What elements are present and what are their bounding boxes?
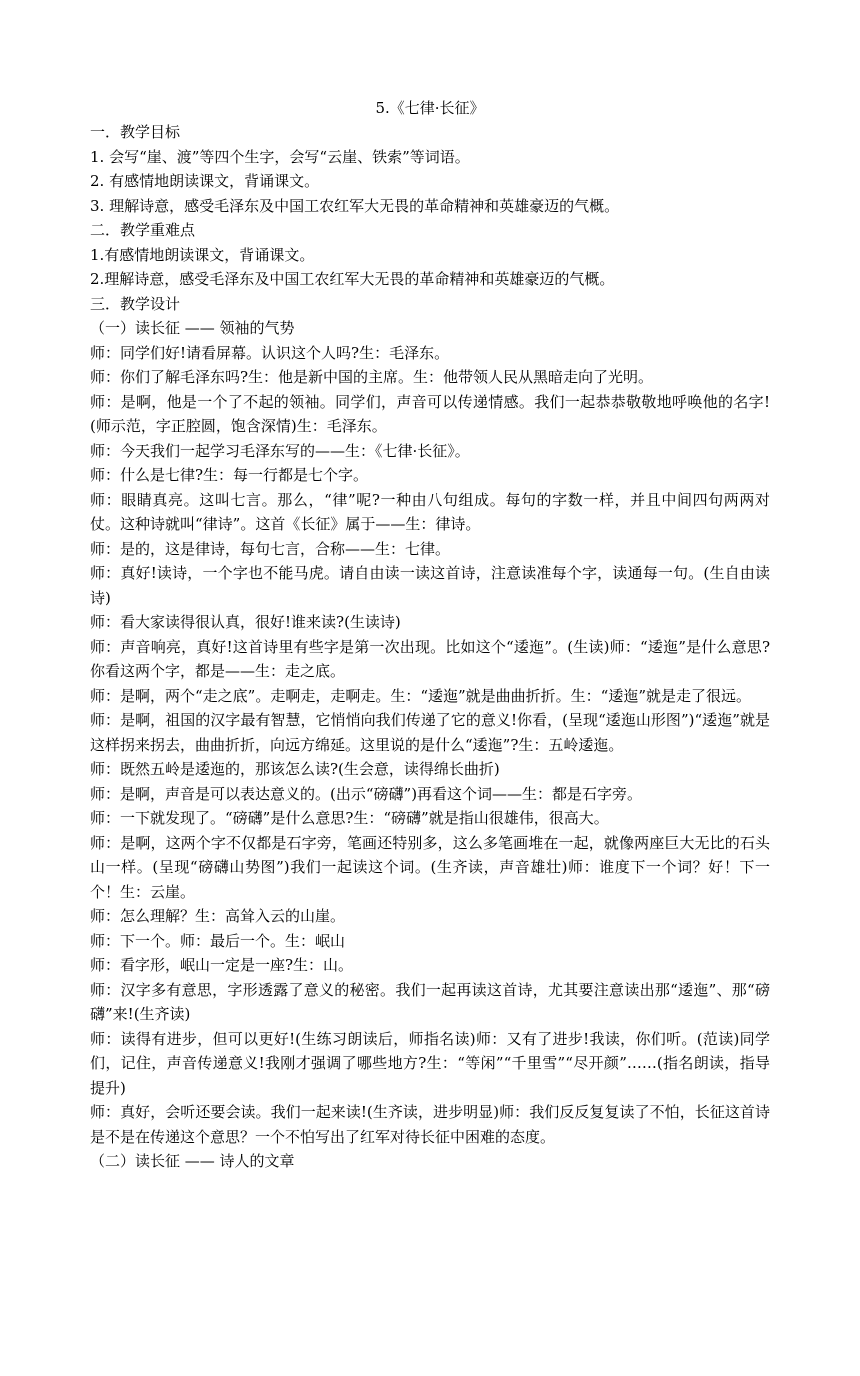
- dialogue-paragraph: 师：同学们好!请看屏幕。认识这个人吗?生：毛泽东。: [90, 343, 450, 362]
- dialogue-paragraph: 师：真好，会听还要会读。我们一起来读!(生齐读，进步明显)师：我们反反复复读了不怕，长征这首诗是不是在传递这个意思？一个不怕写出了红军对待长征中困难的态度。: [90, 1103, 770, 1146]
- dialogue-paragraph: 师：是的，这是律诗，每句七言，合称——生：七律。: [90, 539, 451, 558]
- dialogue-paragraph: 师：今天我们一起学习毛泽东写的——生：《七律·长征》。: [90, 441, 470, 460]
- dialogue-paragraph: 师：一下就发现了。“磅礴”是什么意思?生：“磅礴”就是指山很雄伟，很高大。: [90, 809, 609, 827]
- dialogue-paragraph: 师：是啊，祖国的汉字最有智慧，它悄悄向我们传递了它的意义!你看，(呈现“逶迤山形图”)“逶迤”就是这样拐来拐去，曲曲折折，向远方绵延。这里说的是什么“逶迤”?生：五岭逶迤。: [90, 711, 770, 754]
- goal-item: 3. 理解诗意，感受毛泽东及中国工农红军大无畏的革命精神和英雄豪迈的气概。: [90, 196, 620, 215]
- dialogue-paragraph: 师：眼睛真亮。这叫七言。那么，“律”呢?一种由八句组成。每句的字数一样，并且中间四句两两对仗。这种诗就叫“律诗”。这首《长征》属于——生：律诗。: [90, 490, 770, 533]
- dialogue-paragraph: 师：是啊，这两个字不仅都是石字旁，笔画还特别多，这么多笔画堆在一起，就像两座巨大无比的石头山一样。(呈现“磅礴山势图”)我们一起读这个词。(生齐读，声音雄壮)师：谁度下一个词？好！下一个！生：云崖。: [90, 833, 770, 901]
- dialogue-paragraph: 师：什么是七律?生：每一行都是七个字。: [90, 466, 369, 484]
- section-heading-keypoints: 二．教学重难点: [90, 221, 196, 239]
- part-heading-2: （二）读长征 —— 诗人的文章: [90, 1152, 295, 1170]
- dialogue-paragraph: 师：你们了解毛泽东吗?生：他是新中国的主席。生：他带领人民从黑暗走向了光明。: [90, 368, 654, 386]
- section-heading-design: 三．教学设计: [90, 294, 181, 313]
- document-page: [90, 96, 770, 1174]
- dialogue-paragraph: 师：看大家读得很认真，很好!谁来读?(生读诗): [90, 613, 401, 631]
- dialogue-paragraph: 师：下一个。师：最后一个。生：岷山: [90, 931, 346, 950]
- dialogue-paragraph: 师：看字形，岷山一定是一座?生：山。: [90, 956, 354, 974]
- part-heading-1: （一）读长征 —— 领袖的气势: [90, 319, 295, 337]
- dialogue-paragraph: 师：怎么理解？生：高耸入云的山崖。: [90, 907, 346, 925]
- dialogue-paragraph: 师：声音响亮，真好!这首诗里有些字是第一次出现。比如这个“逶迤”。(生读)师：“逶迤”是什么意思?你看这两个字，都是——生：走之底。: [90, 637, 770, 680]
- dialogue-paragraph: 师：真好!读诗，一个字也不能马虎。请自由读一读这首诗，注意读准每个字，读通每一句。(生自由读诗): [90, 564, 770, 607]
- goal-item: 2. 有感情地朗读课文，背诵课文。: [90, 172, 320, 190]
- document-title: 5.《七律·长征》: [375, 99, 485, 117]
- dialogue-paragraph: 师：是啊，声音是可以表达意义的。(出示“磅礴”)再看这个词——生：都是石字旁。: [90, 784, 643, 803]
- dialogue-paragraph: 师：是啊，两个“走之底”。走啊走，走啊走。生：“逶迤”就是曲曲折折。生：“逶迤”就是走了很远。: [90, 686, 752, 705]
- dialogue-paragraph: 师：读得有进步，但可以更好!(生练习朗读后，师指名读)师：又有了进步!我读，你们听。(范读)同学们，记住，声音传递意义!我刚才强调了哪些地方?生：“等闲”“千里雪”“尽开颜”……(指名朗读，指导提升): [90, 1029, 770, 1097]
- section-heading-goals: 一．教学目标: [90, 123, 181, 141]
- keypoint-item: 1.有感情地朗读课文，背诵课文。: [90, 245, 315, 264]
- goal-item: 1. 会写“崖、渡”等四个生字，会写“云崖、铁索”等词语。: [90, 147, 470, 166]
- dialogue-paragraph: 师：汉字多有意思，字形透露了意义的秘密。我们一起再读这首诗，尤其要注意读出那“逶迤”、那“磅礴”来!(生齐读): [90, 980, 770, 1023]
- keypoint-item: 2.理解诗意，感受毛泽东及中国工农红军大无畏的革命精神和英雄豪迈的气概。: [90, 270, 615, 288]
- dialogue-paragraph: 师：既然五岭是逶迤的，那该怎么读?(生会意，读得绵长曲折): [90, 760, 500, 778]
- dialogue-paragraph: 师：是啊，他是一个了不起的领袖。同学们，声音可以传递情感。我们一起恭恭敬敬地呼唤他的名字!(师示范，字正腔圆，饱含深情)生：毛泽东。: [90, 392, 770, 435]
